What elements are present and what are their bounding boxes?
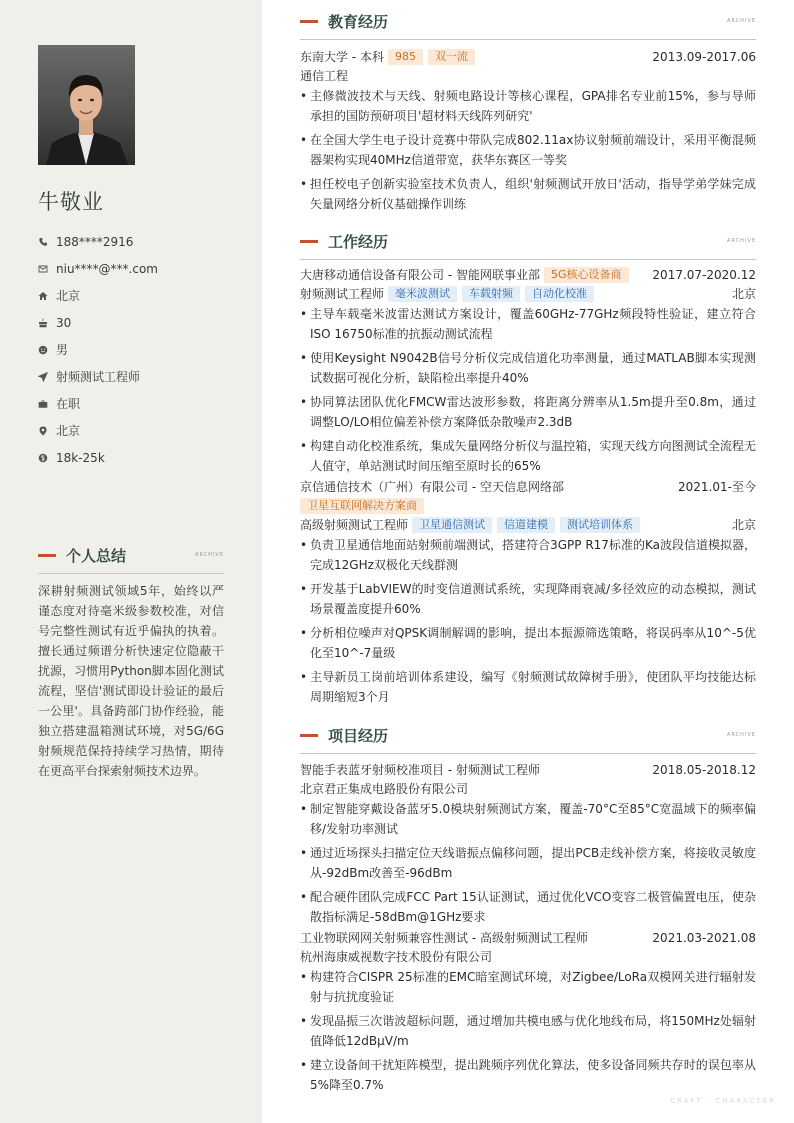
role-tag: 信道建模	[497, 517, 555, 533]
job-role: 射频测试工程师	[300, 287, 385, 301]
project-name: 工业物联网网关射频兼容性测试 - 高级射频测试工程师	[300, 931, 588, 945]
job-date: 2021.01-至今	[678, 480, 756, 494]
project-entry-2	[300, 928, 756, 1099]
company-tag: 5G核心设备商	[544, 267, 629, 283]
project-bullets	[300, 799, 756, 927]
list-item: • 构建自动化校准系统，集成矢量网络分析仪与温控箱，实现天线方向图测试全流程无人值守，单站测试时间压缩至原时长的65%	[300, 436, 756, 476]
role-tag: 卫星通信测试	[412, 517, 492, 533]
mail-icon	[38, 264, 56, 274]
section-accent-bar	[300, 20, 318, 23]
project-date: 2021.03-2021.08	[652, 930, 756, 945]
projects-heading: 项目经历 ARCHIVE	[300, 724, 756, 754]
briefcase-icon	[38, 399, 56, 409]
list-item: • 主导新员工岗前培训体系建设，编写《射频测试故障树手册》，使团队平均技能达标周期缩短3个月	[300, 667, 756, 707]
summary-text: 深耕射频测试领域5年，始终以严谨态度对待毫米级参数校准，对信号完整性测试有近乎偏执的执着。擅长通过频谱分析快速定位隐蔽干扰源，习惯用Python脚本固化测试流程，坚信'测试即设计验证的最后一公里'。具备跨部门协作经验，能独立搭建温箱测试环境，对5G/6G射频规范保持持续学习热情，期待在更高平台探索射频技术边界。	[38, 584, 224, 778]
face-icon	[38, 345, 56, 355]
job-role: 高级射频测试工程师	[300, 518, 409, 532]
work-entry-1	[300, 265, 756, 480]
company-tag: 卫星互联网解决方案商	[300, 498, 424, 514]
job-city: 北京	[731, 287, 756, 301]
section-accent-bar	[38, 554, 56, 557]
role-tag: 车载射频	[462, 286, 520, 302]
education-date: 2013.09-2017.06	[652, 49, 756, 64]
education-heading: 教育经历 ARCHIVE	[300, 10, 756, 40]
job-bullets	[300, 535, 756, 707]
list-item: • 协同算法团队优化FMCW雷达波形参数，将距离分辨率从1.5m提升至0.8m，通过调整LO/LO相位偏差补偿方案降低杂散噪声2.3dB	[300, 392, 756, 432]
role-tag: 毫米波测试	[388, 286, 457, 302]
info-home: 北京	[38, 282, 238, 309]
info-position: 射频测试工程师	[38, 363, 238, 390]
list-item: • 建立设备间干扰矩阵模型，提出跳频序列优化算法，使多设备同频共存时的误包率从5%降至0.7%	[300, 1055, 756, 1095]
project-bullets	[300, 967, 756, 1095]
project-entry-1	[300, 760, 756, 931]
list-item: • 在全国大学生电子设计竞赛中带队完成802.11ax协议射频前端设计，采用平衡混频器架构实现40MHz信道带宽，获华东赛区一等奖	[300, 130, 756, 170]
info-gender: 男	[38, 336, 238, 363]
major: 通信工程	[300, 69, 349, 83]
school-tag: 双一流	[428, 49, 475, 65]
send-icon	[38, 372, 56, 382]
project-date: 2018.05-2018.12	[652, 762, 756, 777]
info-age: 30	[38, 309, 238, 336]
education-bullets	[300, 86, 756, 214]
section-accent-bar	[300, 240, 318, 243]
list-item: • 担任校电子创新实验室技术负责人，组织'射频测试开放日'活动，指导学弟学妹完成矢量网络分析仪基础操作训练	[300, 174, 756, 214]
salary-icon	[38, 453, 56, 463]
role-tag: 自动化校准	[525, 286, 594, 302]
education-entry	[300, 47, 756, 218]
project-org: 北京君正集成电路股份有限公司	[300, 782, 469, 796]
candidate-name: 牛敬业	[38, 190, 104, 214]
role-tag: 测试培训体系	[560, 517, 640, 533]
contact-info	[38, 228, 238, 471]
list-item: • 开发基于LabVIEW的时变信道测试系统，实现降雨衰减/多径效应的动态模拟，测试场景覆盖度提升60%	[300, 579, 756, 619]
sidebar	[0, 0, 262, 1123]
info-phone: 188****2916	[38, 228, 238, 255]
home-icon	[38, 291, 56, 301]
info-status: 在职	[38, 390, 238, 417]
list-item: • 通过近场探头扫描定位天线谐振点偏移问题，提出PCB走线补偿方案，将接收灵敏度从-92dBm改善至-96dBm	[300, 843, 756, 883]
company-name: 大唐移动通信设备有限公司 - 智能网联事业部	[300, 268, 540, 282]
section-accent-bar	[300, 734, 318, 737]
list-item: • 主修微波技术与天线、射频电路设计等核心课程，GPA排名专业前15%，参与导师承担的国防预研项目'超材料天线阵列研究'	[300, 86, 756, 126]
project-org: 杭州海康威视数字技术股份有限公司	[300, 950, 493, 964]
phone-icon	[38, 237, 56, 247]
list-item: • 使用Keysight N9042B信号分析仪完成信道化功率测量，通过MATLAB脚本实现测试数据可视化分析，缺陷检出率提升40%	[300, 348, 756, 388]
project-name: 智能手表蓝牙射频校准项目 - 射频测试工程师	[300, 763, 540, 777]
company-name: 京信通信技术（广州）有限公司 - 空天信息网络部	[300, 480, 564, 494]
watermark: CRAFT · CHARACTER	[670, 1097, 776, 1105]
location-icon	[38, 426, 56, 436]
job-date: 2017.07-2020.12	[652, 267, 756, 282]
job-city: 北京	[731, 518, 756, 532]
job-bullets	[300, 304, 756, 476]
list-item: • 主导车载毫米波雷达测试方案设计，覆盖60GHz-77GHz频段特性验证，建立符合ISO 16750标准的抗振动测试流程	[300, 304, 756, 344]
school-name: 东南大学 - 本科	[300, 50, 384, 64]
list-item: • 分析相位噪声对QPSK调制解调的影响，提出本振源筛选策略，将误码率从10^-5优化至10^-7量级	[300, 623, 756, 663]
list-item: • 制定智能穿戴设备蓝牙5.0模块射频测试方案，覆盖-70°C至85°C宽温域下的频率偏移/发射功率测试	[300, 799, 756, 839]
profile-photo	[38, 45, 135, 165]
summary-heading: 个人总结 ARCHIVE	[38, 544, 224, 574]
info-salary: 18k-25k	[38, 444, 238, 471]
info-email: niu****@***.com	[38, 255, 238, 282]
list-item: • 发现晶振三次谐波超标问题，通过增加共模电感与优化地线布局，将150MHz处辐射值降低12dBμV/m	[300, 1011, 756, 1051]
school-tag: 985	[388, 49, 423, 65]
work-entry-2	[300, 477, 756, 711]
cake-icon	[38, 318, 56, 328]
list-item: • 配合硬件团队完成FCC Part 15认证测试，通过优化VCO变容二极管偏置电压，使杂散指标满足-58dBm@1GHz要求	[300, 887, 756, 927]
list-item: • 构建符合CISPR 25标准的EMC暗室测试环境，对Zigbee/LoRa双模网关进行辐射发射与抗扰度验证	[300, 967, 756, 1007]
work-heading: 工作经历 ARCHIVE	[300, 230, 756, 260]
info-city: 北京	[38, 417, 238, 444]
list-item: • 负责卫星通信地面站射频前端测试，搭建符合3GPP R17标准的Ka波段信道模拟器，完成12GHz双极化天线群测	[300, 535, 756, 575]
